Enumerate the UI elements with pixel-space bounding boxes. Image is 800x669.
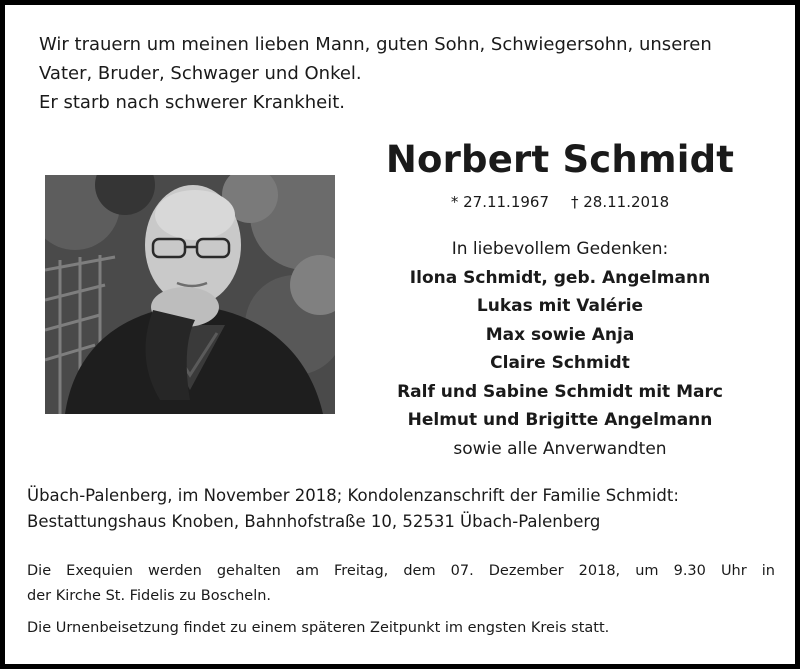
portrait-photo (45, 175, 335, 414)
mourner-name: Claire Schmidt (490, 353, 630, 373)
burial-info: Die Urnenbeisetzung findet zu einem späteren Zeitpunkt im engsten Kreis statt. (27, 620, 610, 636)
address-line: Übach-Palenberg, im November 2018; Kondolenzanschrift der Familie Schmidt: (27, 486, 679, 505)
service-line: der Kirche St. Fidelis zu Boscheln. (27, 588, 272, 604)
death-date: † 28.11.2018 (571, 193, 670, 211)
intro-line: Vater, Bruder, Schwager und Onkel. (39, 63, 362, 84)
condolence-address (27, 483, 787, 535)
obituary-notice (5, 5, 795, 664)
portrait-photo-icon (45, 175, 335, 414)
intro-line: Er starb nach schwerer Krankheit. (39, 92, 345, 113)
life-dates (365, 190, 755, 214)
mourner-name: Helmut und Brigitte Angelmann (407, 410, 713, 430)
mourner-name: Ralf und Sabine Schmidt mit Marc (397, 381, 723, 402)
mourner-name: Max sowie Anja (485, 324, 635, 345)
funeral-service-info (27, 559, 775, 609)
deceased-name: Norbert Schmidt (385, 138, 735, 181)
mourners-closing: sowie alle Anverwandten (453, 438, 667, 459)
mourners-list (365, 235, 755, 463)
mourner-name: Ilona Schmidt, geb. Angelmann (409, 267, 711, 288)
address-line: Bestattungshaus Knoben, Bahnhofstraße 10, 52531 Übach-Palenberg (27, 512, 601, 531)
intro-line: Wir trauern um meinen lieben Mann, guten Sohn, Schwiegersohn, unseren (39, 34, 712, 55)
mourners-heading: In liebevollem Gedenken: (451, 239, 669, 259)
mourner-name: Lukas mit Valérie (476, 296, 644, 316)
service-line: Die Exequien werden gehalten am Freitag, dem 07. Dezember 2018, um 9.30 Uhr in (27, 563, 775, 579)
intro-text (39, 30, 779, 117)
birth-date: * 27.11.1967 (450, 193, 549, 211)
